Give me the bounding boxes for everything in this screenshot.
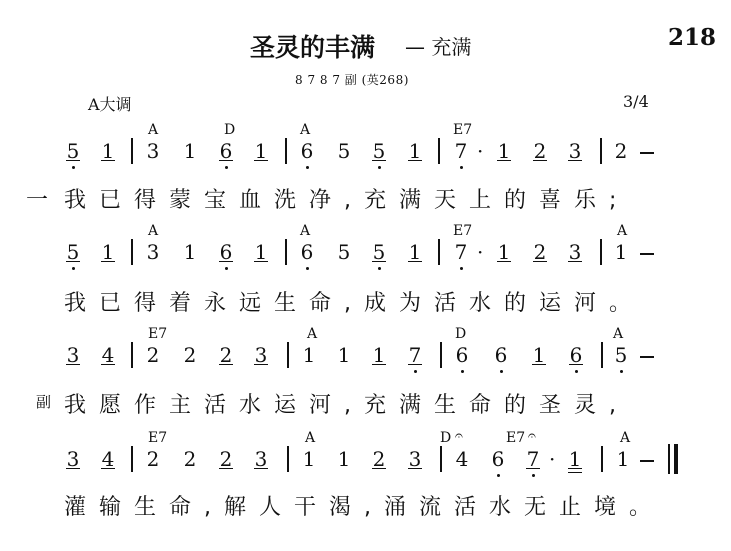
note: 1 [337,343,351,367]
note: 1 [408,240,422,264]
key-signature: A大调 [88,95,132,114]
dot-augmentation: · [477,240,484,264]
chord-label: D [455,326,467,342]
octave-dot [460,166,463,169]
chord-label: E7 [506,430,526,446]
note: 1 [372,343,386,367]
chord-label: A [617,223,628,239]
note: 1 [101,139,115,163]
chord-label: A [148,223,159,239]
note: 3 [66,447,80,471]
note: 3 [568,139,582,163]
octave-dot [460,267,463,270]
octave-dot [306,267,309,270]
note: 3 [146,240,160,264]
bar-line [601,446,603,472]
note: 3 [408,447,422,471]
bar-line [285,239,287,265]
note: 2 [372,447,386,471]
bar-line [601,342,603,368]
chord-label: E7 [453,223,473,239]
note: 7 [454,240,468,264]
note: 4 [455,447,469,471]
bar-line [131,138,133,164]
note: 2 [146,447,160,471]
note: 5 [372,139,386,163]
chord-label: A [300,223,311,239]
octave-dot [72,267,75,270]
sustain-dash [640,460,654,462]
bar-line [285,138,287,164]
note: 3 [66,343,80,367]
note: 2 [183,343,197,367]
octave-dot [461,370,464,373]
chord-label: E7 [453,122,473,138]
note: 1 [616,447,630,471]
lyric-line: 我已得蒙宝血洗净,充满天上的喜乐; [64,188,630,213]
note: 1 [337,447,351,471]
note: 6 [219,240,233,264]
bar-line [438,239,440,265]
sustain-dash [640,356,654,358]
octave-dot [378,166,381,169]
hymn-subtitle: — 充满 [405,35,472,59]
bar-line [440,446,442,472]
dot-augmentation: · [477,139,484,163]
bar-line [440,342,442,368]
note: 2 [146,343,160,367]
bar-line [131,446,133,472]
note: 5 [66,139,80,163]
octave-dot [497,474,500,477]
hymn-number: 218 [668,24,717,51]
bar-line [600,138,602,164]
note: 1 [302,447,316,471]
octave-dot [378,267,381,270]
octave-dot [414,370,417,373]
note: 6 [494,343,508,367]
lyric-line: 灌输生命,解人干渴,涌流活水无止境。 [64,495,664,520]
chord-label: A [300,122,311,138]
chord-label: A [613,326,624,342]
note: 2 [533,240,547,264]
chord-label: A [307,326,318,342]
chord-label: D [440,430,452,446]
note: 3 [254,447,268,471]
fermata-icon: 𝄐 [455,428,463,444]
note: 7 [408,343,422,367]
note: 5 [614,343,628,367]
chord-label: D [224,122,236,138]
note: 1 [497,139,511,163]
note: 5 [337,240,351,264]
note: 6 [491,447,505,471]
bar-line [438,138,440,164]
dot-augmentation: · [549,447,556,471]
octave-dot [225,267,228,270]
chord-label: A [305,430,316,446]
note: 2 [219,343,233,367]
octave-dot [306,166,309,169]
note: 1 [254,240,268,264]
note: 1 [497,240,511,264]
octave-dot [500,370,503,373]
octave-dot [575,370,578,373]
note: 1 [408,139,422,163]
sustain-dash [640,152,654,154]
note: 5 [337,139,351,163]
octave-dot [72,166,75,169]
note: 6 [300,139,314,163]
bar-line [131,342,133,368]
meter-line: 8 7 8 7 副 (英268) [295,73,409,87]
chord-label: E7 [148,326,168,342]
lyric-line: 我已得着永远生命,成为活水的运河。 [64,291,644,316]
octave-dot [620,370,623,373]
note: 6 [569,343,583,367]
octave-dot [532,474,535,477]
note: 4 [101,447,115,471]
refrain-marker: 副 [36,393,52,411]
note: 3 [568,240,582,264]
bar-line [131,239,133,265]
chord-label: E7 [148,430,168,446]
chord-label: A [148,122,159,138]
note: 1 [101,240,115,264]
lyric-verse-marker: 一 [26,188,62,213]
final-bar-thin [668,444,670,474]
note: 1 [183,139,197,163]
note: 2 [614,139,628,163]
time-signature: 3/4 [623,92,649,111]
note: 1 [532,343,546,367]
note: 5 [66,240,80,264]
note: 2 [183,447,197,471]
note: 1 [614,240,628,264]
chord-label: A [620,430,631,446]
bar-line [287,446,289,472]
note: 3 [146,139,160,163]
sustain-dash [640,253,654,255]
note: 2 [219,447,233,471]
note: 4 [101,343,115,367]
note: 7 [454,139,468,163]
note: 1 [254,139,268,163]
lyric-line: 我愿作主活水运河,充满生命的圣灵, [64,393,629,418]
note: 6 [300,240,314,264]
fermata-icon: 𝄐 [528,428,536,444]
note: 2 [533,139,547,163]
note: 6 [219,139,233,163]
note: 5 [372,240,386,264]
note: 1 [302,343,316,367]
final-bar-thick [674,444,678,474]
note: 7 [526,447,540,471]
note: 3 [254,343,268,367]
note: 6 [455,343,469,367]
hymn-title: 圣灵的丰满 [250,33,376,62]
note: 1 [183,240,197,264]
note: 1 [568,447,582,471]
bar-line [600,239,602,265]
bar-line [287,342,289,368]
octave-dot [225,166,228,169]
